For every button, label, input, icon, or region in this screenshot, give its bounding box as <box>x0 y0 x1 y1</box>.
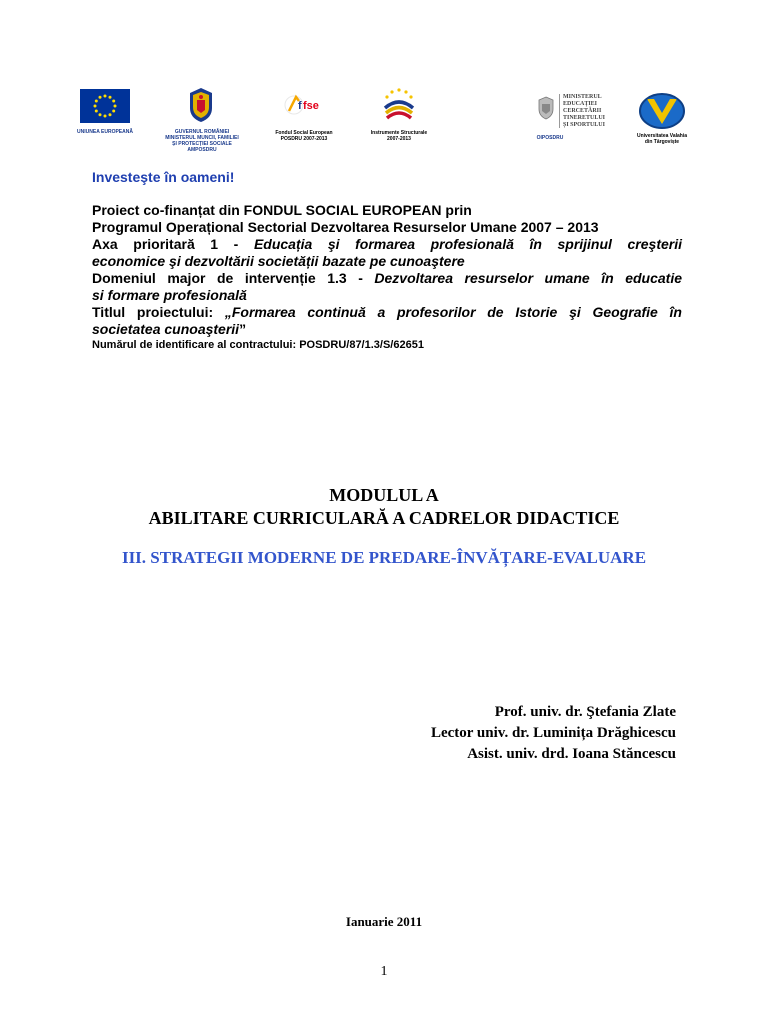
title-close-quote: ” <box>239 321 247 337</box>
fse-caption: Fondul Social European POSDRU 2007-2013 <box>275 130 333 142</box>
ministry-crest-icon <box>537 96 555 120</box>
government-logo <box>186 86 216 124</box>
date: Ianuarie 2011 <box>345 914 423 929</box>
university-caption: Universitatea Valahia din Târgoviște <box>636 133 688 145</box>
structural-instruments-logo <box>378 86 420 124</box>
project-axis-cont <box>92 253 682 270</box>
government-caption: GUVERNUL ROMÂNIEI MINISTERUL MUNCII, FAMILIEI ȘI PROTECȚIEI SOCIALE AMPOSDRU <box>165 129 239 153</box>
module-subtitle: ABILITARE CURRICULARĂ A CADRELOR DIDACTICE <box>148 508 620 528</box>
ministry-logo <box>535 94 615 130</box>
university-logo <box>638 92 686 130</box>
module-section: III. STRATEGII MODERNE DE PREDARE-ÎNVĂȚARE-EVALUARE <box>121 548 647 567</box>
project-axis <box>92 236 682 253</box>
ministry-line: ȘI SPORTULUI <box>563 122 605 128</box>
ministry-line: CERCETĂRII <box>563 108 602 114</box>
fse-icon <box>283 91 323 119</box>
svg-text:f: f <box>298 100 302 112</box>
title-label: Titlul proiectului: <box>92 304 225 320</box>
axis-text: Educația şi formarea profesională în sprijinul creşterii <box>253 236 682 252</box>
title-text-cont: societatea cunoaşterii <box>92 321 240 337</box>
module-title: MODULUL A <box>329 485 439 505</box>
author-name: Lector univ. dr. Luminița Drăghicescu <box>430 725 676 741</box>
page-number: 1 <box>380 964 388 979</box>
fse-logo <box>283 91 323 119</box>
project-program: Programul Operațional Sectorial Dezvoltarea Resurselor Umane 2007 – 2013 <box>92 219 599 235</box>
contract-number: Numărul de identificare al contractului: POSDRU/87/1.3/S/62651 <box>92 339 424 351</box>
project-domain <box>92 270 682 287</box>
project-title <box>92 304 682 321</box>
project-title-cont <box>92 321 682 338</box>
title-text: „Formarea continuă a profesorilor de Istorie şi Geografie în <box>224 304 682 320</box>
author-name: Asist. univ. drd. Ioana Stăncescu <box>467 746 676 762</box>
domain-text-cont: si formare profesională <box>92 287 247 303</box>
author-name: Prof. univ. dr. Ştefania Zlate <box>494 704 676 720</box>
axis-label: Axa prioritară 1 - <box>92 236 254 252</box>
ministry-line: EDUCAȚIEI <box>563 101 598 107</box>
coat-of-arms-icon <box>186 86 216 124</box>
ministry-line: MINISTERUL <box>563 94 602 100</box>
eu-flag-icon <box>80 89 130 123</box>
university-icon <box>638 92 686 130</box>
ministry-caption: OIPOSDRU <box>536 135 564 141</box>
slogan: Investeşte în oameni! <box>92 169 235 185</box>
eu-caption: UNIUNEA EUROPEANĂ <box>77 129 133 135</box>
authors-block <box>431 702 676 765</box>
domain-text: Dezvoltarea resurselor umane în educatie <box>374 270 682 286</box>
fse-mark: fse <box>303 100 319 112</box>
ministry-line: TINERETULUI <box>563 115 606 121</box>
axis-text-cont: economice şi dezvoltării societății bazate pe cunoaştere <box>92 253 465 269</box>
project-domain-cont <box>92 287 682 304</box>
eu-flag-logo <box>80 89 130 123</box>
structural-instruments-caption: Instrumente Structurale 2007-2013 <box>370 130 428 142</box>
project-line: Proiect co-finanțat din FONDUL SOCIAL EUROPEAN prin <box>92 202 472 218</box>
domain-label: Domeniul major de intervenție 1.3 - <box>92 270 375 286</box>
structural-instruments-icon <box>378 86 420 124</box>
